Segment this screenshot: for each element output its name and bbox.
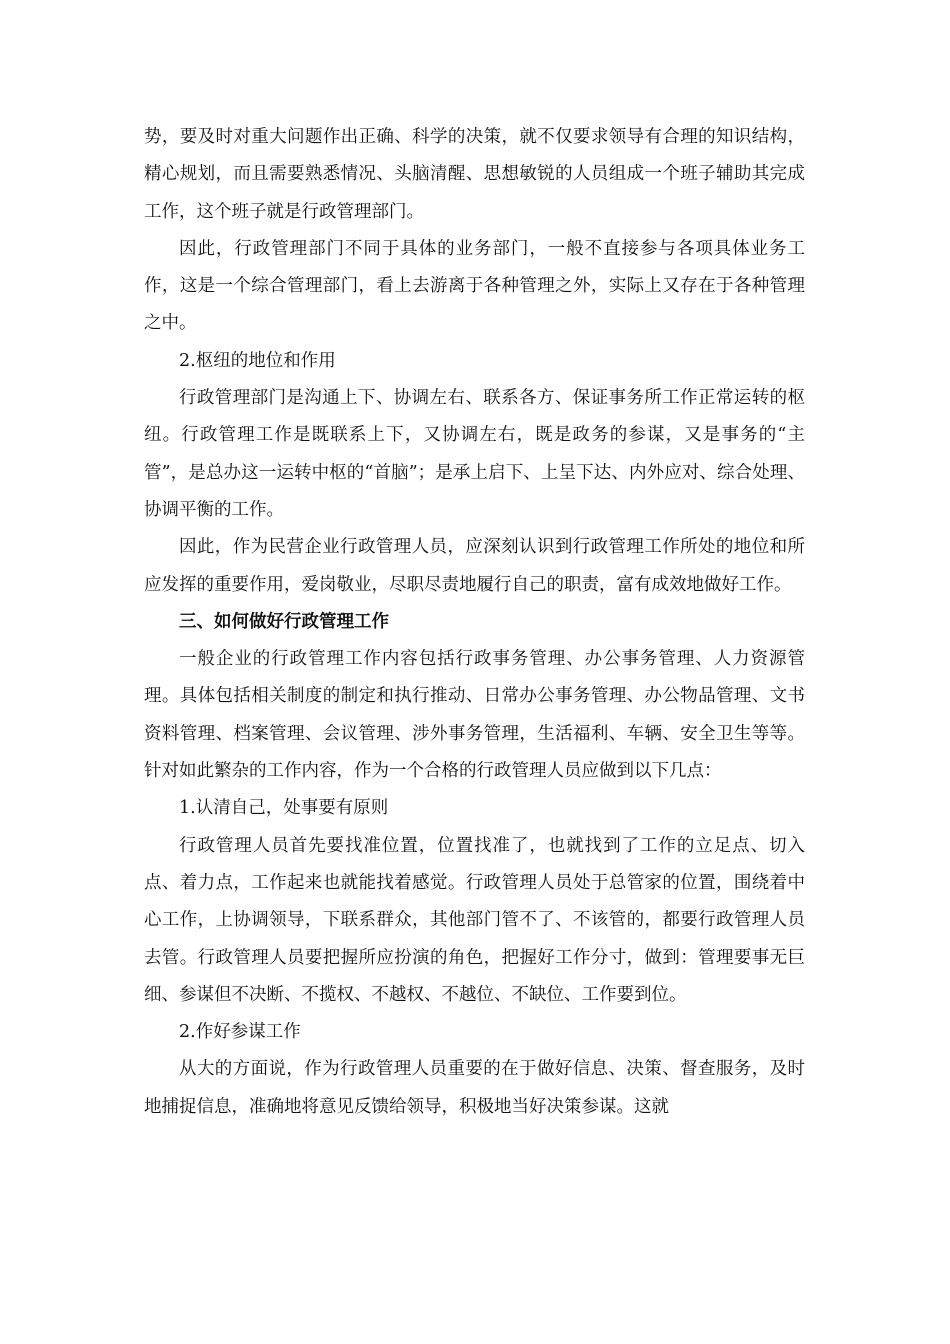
subheading: 2.枢纽的地位和作用 [179, 350, 336, 371]
subheading: 1.认清自己，处事要有原则 [179, 798, 389, 819]
paragraph: 因此，行政管理部门不同于具体的业务部门，一般不直接参与各项具体业务工作，这是一个综合管理部门，看上去游离于各种管理之外，实际上又存在于各种管理之中。 [144, 238, 805, 334]
paragraph: 行政管理人员首先要找准位置，位置找准了，也就找到了工作的立足点、切入点、着力点，工作起来也就能找着感觉。行政管理人员处于总管家的位置，围绕着中心工作，上协调领导，下联系群众，其他部门管不了、不该管的，都要行政管理人员去管。行政管理人员要把握所应扮演的角色，把握好工作分寸，做到：管理要事无巨细、参谋但不决断、不揽权、不越权、不越位、不缺位、工作要到位。 [144, 835, 805, 1005]
subheading: 2.作好参谋工作 [179, 1022, 301, 1043]
paragraph: 因此，作为民营企业行政管理人员，应深刻认识到行政管理工作所处的地位和所应发挥的重要作用，爱岗敬业，尽职尽责地履行自己的职责，富有成效地做好工作。 [144, 537, 805, 595]
paragraph: 行政管理部门是沟通上下、协调左右、联系各方、保证事务所工作正常运转的枢纽。行政管理工作是既联系上下，又协调左右，既是政务的参谋，又是事务的“主管”，是总办这一运转中枢的“首脑”；是承上启下、上呈下达、内外应对、综合处理、协调平衡的工作。 [144, 388, 805, 520]
paragraph: 从大的方面说，作为行政管理人员重要的在于做好信息、决策、督查服务，及时地捕捉信息，准确地将意见反馈给领导，积极地当好决策参谋。这就 [144, 1059, 805, 1117]
section-heading: 三、如何做好行政管理工作 [179, 611, 389, 632]
paragraph: 一般企业的行政管理工作内容包括行政事务管理、办公事务管理、人力资源管理。具体包括相关制度的制定和执行推动、日常办公事务管理、办公物品管理、文书资料管理、档案管理、会议管理、涉外事务管理，生活福利、车辆、安全卫生等等。针对如此繁杂的工作内容，作为一个合格的行政管理人员应做到以下几点： [144, 649, 805, 782]
document-body [144, 119, 805, 1126]
paragraph-continued: 势，要及时对重大问题作出正确、科学的决策，就不仅要求领导有合理的知识结构，精心规划，而且需要熟悉情况、头脑清醒、思想敏锐的人员组成一个班子辅助其完成工作，这个班子就是行政管理部门。 [144, 127, 805, 222]
